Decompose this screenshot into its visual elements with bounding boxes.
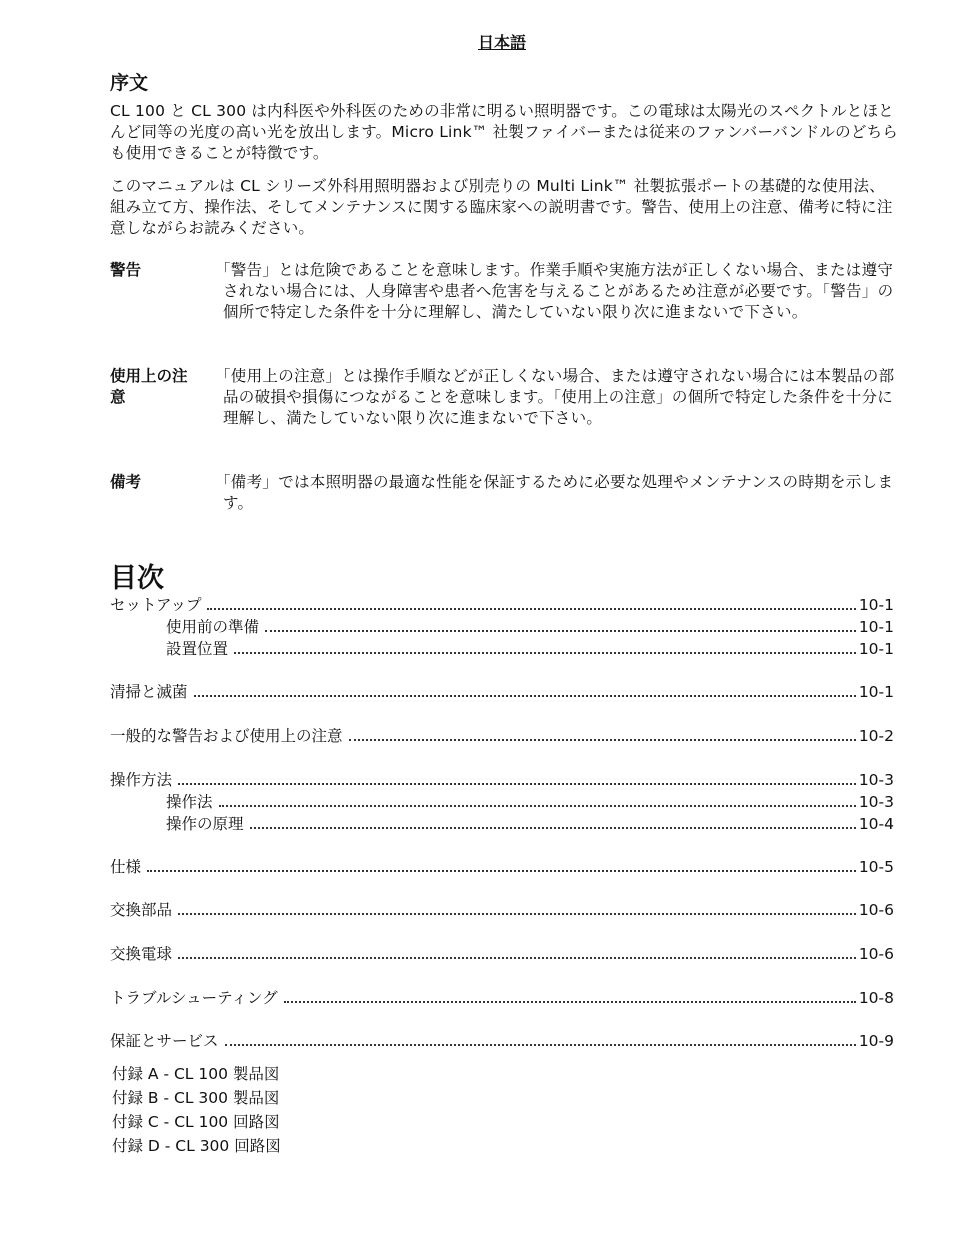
- toc-entry-page: 10-3: [858, 793, 894, 811]
- toc-leader: [234, 651, 856, 654]
- toc-heading: 目次: [110, 563, 164, 594]
- toc-leader: [147, 869, 856, 872]
- notice-label: 警告: [110, 261, 142, 279]
- appendix-c[interactable]: 付録 C - CL 100 回路図: [112, 1113, 280, 1131]
- toc-leader: [178, 912, 856, 915]
- toc-leader: [225, 1043, 856, 1046]
- toc-entry-title: 操作法: [166, 793, 213, 811]
- notice-text: 「備考」では本照明器の最適な性能を保証するために必要な処理やメンテナンスの時期を示します。: [215, 473, 894, 512]
- toc-leader: [178, 956, 856, 959]
- toc-entry[interactable]: [166, 813, 894, 835]
- toc-leader: [250, 826, 856, 829]
- toc-entry-page: 10-8: [858, 989, 894, 1007]
- toc-entry-page: 10-1: [858, 618, 894, 636]
- appendix-d[interactable]: 付録 D - CL 300 回路図: [112, 1137, 281, 1155]
- notice-caution: [110, 366, 900, 429]
- toc-entry-page: 10-6: [858, 945, 894, 963]
- toc-leader: [284, 1000, 856, 1003]
- toc-entry[interactable]: [110, 681, 894, 703]
- intro-paragraph-2: このマニュアルは CL シリーズ外科用照明器および別売りの Multi Link™ 社製拡張ポートの基礎的な使用法、組み立て方、操作法、そしてメンテナンスに関する臨床家への説明書です。警告、使用上の注意、備考に特に注意しながらお読みください。: [110, 177, 893, 237]
- toc-entry-page: 10-2: [858, 727, 894, 745]
- toc-entry-title: 保証とサービス: [110, 1032, 219, 1050]
- toc-entry-page: 10-1: [858, 683, 894, 701]
- toc-entry-title: 操作方法: [110, 771, 173, 789]
- toc-entry-title: 交換電球: [110, 945, 173, 963]
- toc-entry-title: 一般的な警告および使用上の注意: [110, 727, 343, 745]
- toc-leader: [265, 629, 856, 632]
- toc-entry-page: 10-1: [858, 596, 894, 614]
- notice-note: [110, 472, 900, 514]
- toc-leader: [207, 607, 855, 610]
- notice-warning: [110, 260, 900, 323]
- toc-entry-page: 10-5: [858, 858, 894, 876]
- toc-entry-title: 仕様: [110, 858, 142, 876]
- toc-entry[interactable]: [166, 616, 894, 638]
- toc-entry[interactable]: [110, 943, 894, 965]
- intro-heading: 序文: [110, 72, 149, 94]
- toc-entry-title: セットアップ: [110, 596, 202, 614]
- toc-entry[interactable]: [166, 638, 894, 660]
- toc-leader: [219, 804, 856, 807]
- appendix-a[interactable]: 付録 A - CL 100 製品図: [112, 1065, 280, 1083]
- toc-entry-page: 10-9: [858, 1032, 894, 1050]
- notice-label: 備考: [110, 473, 142, 491]
- toc-leader: [194, 694, 856, 697]
- toc-entry-page: 10-1: [858, 640, 894, 658]
- toc-entry[interactable]: [110, 1030, 894, 1052]
- toc-entry-title: 清掃と滅菌: [110, 683, 188, 701]
- toc-entry-title: 使用前の準備: [166, 618, 260, 636]
- language-label: 日本語: [477, 33, 526, 52]
- toc-entry-title: 設置位置: [166, 640, 229, 658]
- toc-entry[interactable]: [110, 899, 894, 921]
- toc-entry[interactable]: [166, 791, 894, 813]
- toc-entry[interactable]: [110, 856, 894, 878]
- toc-entry-page: 10-4: [858, 815, 894, 833]
- toc-leader: [349, 738, 856, 741]
- toc-entry[interactable]: [110, 769, 894, 791]
- toc-entry-page: 10-6: [858, 901, 894, 919]
- toc-leader: [178, 782, 856, 785]
- toc-entry[interactable]: [110, 987, 894, 1009]
- notice-label: 使用上の注意: [110, 367, 188, 406]
- toc-entry[interactable]: [110, 594, 894, 616]
- toc-entry-title: 交換部品: [110, 901, 173, 919]
- notice-text: 「警告」とは危険であることを意味します。作業手順や実施方法が正しくない場合、または遵守されない場合には、人身障害や患者へ危害を与えることがあるため注意が必要です。「警告」の個所で特定した条件を十分に理解し、満たしていない限り次に進まないで下さい。: [215, 261, 894, 321]
- notice-text: 「使用上の注意」とは操作手順などが正しくない場合、または遵守されない場合には本製品の部品の破損や損傷につながることを意味します。「使用上の注意」の個所で特定した条件を十分に理解し、満たしていない限り次に進まないで下さい。: [215, 367, 895, 427]
- toc-entry-title: 操作の原理: [166, 815, 244, 833]
- appendix-b[interactable]: 付録 B - CL 300 製品図: [112, 1089, 280, 1107]
- intro-paragraph-1: CL 100 と CL 300 は内科医や外科医のための非常に明るい照明器です。この電球は太陽光のスペクトルとほとんど同等の光度の高い光を放出します。Micro Link™ 社製ファイバーまたは従来のファンバーバンドルのどちらも使用できることが特徴です。: [110, 102, 898, 162]
- toc-entry-page: 10-3: [858, 771, 894, 789]
- toc-entry-title: トラブルシューティング: [110, 989, 278, 1007]
- toc-entry[interactable]: [110, 725, 894, 747]
